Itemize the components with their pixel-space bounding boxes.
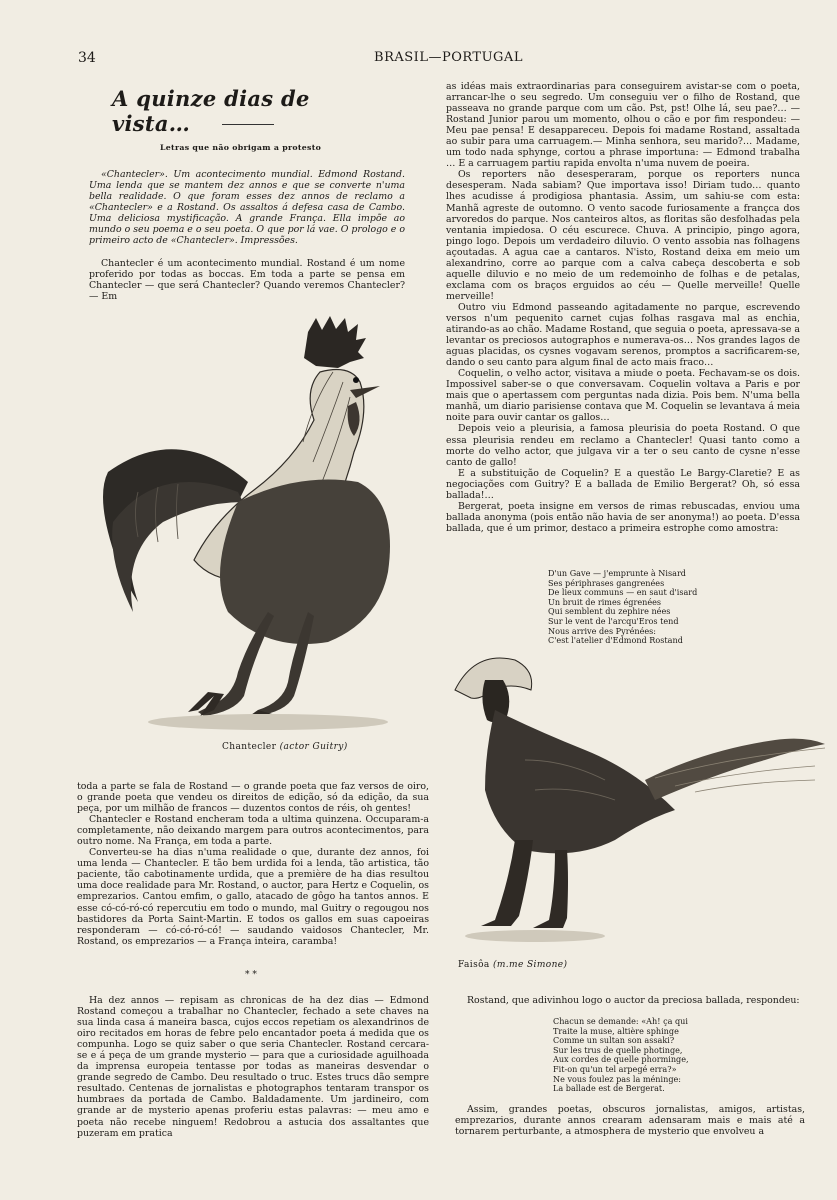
poem-line: Traite la muse, altière sphinge xyxy=(553,1025,679,1036)
rooster-caption xyxy=(222,742,348,752)
bottom-right-intro-text: Rostand, que adivinhou logo o auctor da preciosa ballada, respondeu: xyxy=(467,995,800,1006)
rooster-caption-actor: (actor Guitry) xyxy=(279,742,348,752)
bottom-right-paragraph: Assim, grandes poetas, obscuros jornalistas, amigos, artistas, emprezarios, durante annos crearam adensaram mais e mais até a tornarem perturbante, a atmosphera de mysterio que envolveu a xyxy=(455,1104,805,1138)
poem-line: Sur le vent de l'arcqu'Eros tend xyxy=(548,615,679,626)
right-column-top xyxy=(446,81,800,534)
poem-line: Ne vous foulez pas la méninge: xyxy=(553,1073,682,1084)
right-paragraph: as idéas mais extraordinarias para conseguirem avistar-se com o poeta, arrancar-lhe o seu segredo. Um conseguiu ver o filho de Rostand, que passeava no grande parque com um cão. Pst, pst! Olhe lá, seu pae?… — Rostand Junior parou um momento, olhou o cão e por fim respondeu: — Meu pae pensa! E desappareceu. Depois foi madame Rostand, assaltada ao subir para uma carruagem.— Minha senhora, seu marido?… Madame, um todo nada sphynge, cortou a phrase importuna: — Edmond trabalha … E a carruagem partiu rapida envolta n'uma nuvem de poeira. xyxy=(446,81,800,170)
left-paragraph: Converteu-se ha dias n'uma realidade o que, durante dez annos, foi uma lenda — Chantecler. E tão bem urdida foi a lenda, tão artistica, tão paciente, tão cabotinamente urdida, que a première de ha dias resultou uma doce realidade para Mr. Rostand, o auctor, para Hertz e Coquelin, os emprezarios. Cantou emfim, o gallo, atacado de gôgo ha tantos annos. E esse có-có-ró-có repercutiu em todo o mundo, mal Guitry o regougou nos bastidores da Porta Saint-Martin. E todos os gallos em suas capoeiras responderam — có-có-ró-có! — saudando vaidosos Chantecler, Mr. Rostand, os emprezarios — a França inteira, caramba! xyxy=(77,847,429,947)
pheasant-caption-actor: (m.me Simone) xyxy=(492,960,568,970)
ballad-stanza xyxy=(548,569,697,646)
article-kicker: Letras que não obrigam a protesto xyxy=(160,143,322,152)
poem-line: Nous arrive des Pyrénées: xyxy=(548,625,657,636)
poem-line: La ballade est de Bergerat. xyxy=(553,1083,665,1094)
poem-line: C'est l'atelier d'Edmond Rostand xyxy=(548,635,683,646)
left-column-lower xyxy=(77,781,429,947)
running-title-text: BRASIL—PORTUGAL xyxy=(374,50,523,65)
poem-line: De lieux communs — en saut d'isard xyxy=(548,587,698,598)
running-title xyxy=(0,50,837,65)
poem-line: Ses périphrases gangrenées xyxy=(548,577,665,588)
poem-line: Un bruit de rimes égrenées xyxy=(548,596,662,607)
pheasant-caption xyxy=(458,960,567,970)
bottom-left-paragraph: Ha dez annos — repisam as chronicas de ha dez dias — Edmond Rostand começou a trabalhar no Chantecler, fechado a sete chaves na sua linda casa á maneira basca, cujos eccos repetiam os alexandrinos de oiro recitados em horas de febre pelo encantador poeta á medida que os compunha. Logo se quiz saber o que seria Chantecler. Rostand cercara-se e á peça de um grande mysterio — para que a curiosidade aguilhoada da imprensa europeia tentasse por todas as maneiras desvendar o grande segredo de Cambo. Deu resultado o truc. Estes trucs dão sempre resultado. Centenas de jornalistas e photographos tentaram transpor os humbraes da portada de Cambo. Baldadamente. Um jardineiro, com grande ar de mysterio apenas proferiu estas palavras: — meu amo e poeta não recebe ninguem! Redobrou a astucia dos assaltantes que puzeram em pratica xyxy=(77,995,429,1139)
right-paragraph: Os reporters não desesperaram, porque os reporters nunca desesperam. Nada sabiam? Que importava isso! Diriam tudo… quanto lhes acudisse á prodigiosa phantasia. Assim, um sahiu-se com esta: Manhã agreste de outomno. O vento sacode furiosamente a françca dos arvoredos do parque. Nos canteiros altos, as floritas são desfolhadas pela ventania impiedosa. O céu escurece. Chuva. A principio, pingo agora, pingo logo. Depois um verdadeiro diluvio. O vento assobia nas folhagens açoutadas. A agua cae a cantaros. N'isto, Rostand deixa em meio um alexandrino, corre ao parque com a calva cabeça descoberta e sob aquelle diluvio e no meio de um redemoinho de folhas e de petalas, exclama com os braços erguidos ao céu — Quelle merveille! Quelle merveille! xyxy=(446,169,800,302)
rooster-illustration xyxy=(88,312,418,737)
poem-line: Fit-on qu'un tel arpegé erra?» xyxy=(553,1063,677,1074)
right-paragraph: E a substituição de Coquelin? E a questão Le Bargy-Claretie? E as negociações com Guitry? E a ballada de Emilio Bergerat? Oh, só essa ballada!… xyxy=(446,467,800,501)
rooster-caption-name: Chantecler xyxy=(222,742,277,752)
reply-stanza xyxy=(553,1017,689,1094)
section-separator: * * xyxy=(245,970,257,980)
pheasant-illustration xyxy=(445,650,835,950)
bottom-left-column xyxy=(77,995,429,1139)
article-summary xyxy=(89,169,405,246)
bottom-right-intro xyxy=(455,995,805,1006)
right-paragraph: Bergerat, poeta insigne em versos de rimas rebuscadas, enviou uma ballada anonyma (pois então não havia de ser anonyma!) ao poeta. D'essa ballada, que é um primor, destaco a primeira estrophe como amostra: xyxy=(446,500,800,534)
left-paragraph: Chantecler e Rostand encheram toda a ultima quinzena. Occuparam-a completamente, não deixando margem para outros acontecimentos, para outro nome. Na França, em toda a parte. xyxy=(77,814,429,848)
pheasant-caption-name: Faisôa xyxy=(458,960,490,970)
poem-line: Aux cordes de quelle phorminge, xyxy=(553,1054,689,1065)
headline-rule xyxy=(222,124,274,125)
page-number: 34 xyxy=(78,50,96,66)
summary-paragraph: «Chantecler». Um acontecimento mundial. Edmond Rostand. Uma lenda que se mantem dez annos e que se converte n'uma bella realidade. O que foram esses dez annos de reclamo a «Chantecler» e a Rostand. Os assaltos á defesa casa de Cambo. Uma deliciosa mystificação. A grande França. Ella impõe ao mundo o seu poema e o seu poeta. O que por lá vae. O prologo e o primeiro acto de «Chantecler». Impressões. xyxy=(89,169,405,247)
right-paragraph: Coquelin, o velho actor, visitava a miude o poeta. Fechavam-se os dois. Impossivel saber-se o que conversavam. Coquelin voltava a Paris e por mais que o apertassem com perguntas nada dizia. Pois bem. N'uma bella manhã, um diario parisiense contava que M. Coquelin se levantava á meia noite para ouvir cantar os gallos… xyxy=(446,368,800,424)
article-intro xyxy=(89,258,405,302)
poem-line: Sur les trus de quelle photinge, xyxy=(553,1044,683,1055)
right-paragraph: Depois veio a pleurisia, a famosa pleurisia do poeta Rostand. O que essa pleurisia rendeu em reclamo a Chantecler! Quasi tanto como a morte do velho actor, que julgava vir a ter o seu canto de cysne n'esse canto de gallo! xyxy=(446,423,800,468)
right-paragraph: Outro viu Edmond passeando agitadamente no parque, escrevendo versos n'um pequenito carnet cujas folhas rasgava mal as enchia, atirando-as ao chão. Madame Rostand, que seguia o poeta, apressava-se a levantar os preciosos autographos e numerava-os… Nos grandes lagos de aguas placidas, os cysnes vogavam serenos, promptos a sacrificarem-se, dando o seu canto para algum final de acto mais fraco… xyxy=(446,301,800,369)
poem-line: Chacun se demande: «Ah! ça qui xyxy=(553,1016,688,1026)
poem-line: Comme un sultan son assaki? xyxy=(553,1035,675,1046)
bottom-right-column xyxy=(455,1104,805,1137)
poem-line: Qui semblent du zephire nées xyxy=(548,606,671,617)
left-paragraph: toda a parte se fala de Rostand — o grande poeta que faz versos de oiro, o grande poeta que vendeu os direitos de edição, só da edição, da sua peça, por um milhão de francos — duzentos contos de réis, oh gentes! xyxy=(77,781,429,815)
article-headline: A quinze dias de vista… xyxy=(112,86,310,136)
intro-paragraph: Chantecler é um acontecimento mundial. Rostand é um nome proferido por todas as boccas. Em toda a parte se pensa em Chantecler — que será Chantecler? Quando veremos Chantecler? — Em xyxy=(89,258,405,303)
poem-line: D'un Gave — j'emprunte à Nisard xyxy=(548,568,686,578)
